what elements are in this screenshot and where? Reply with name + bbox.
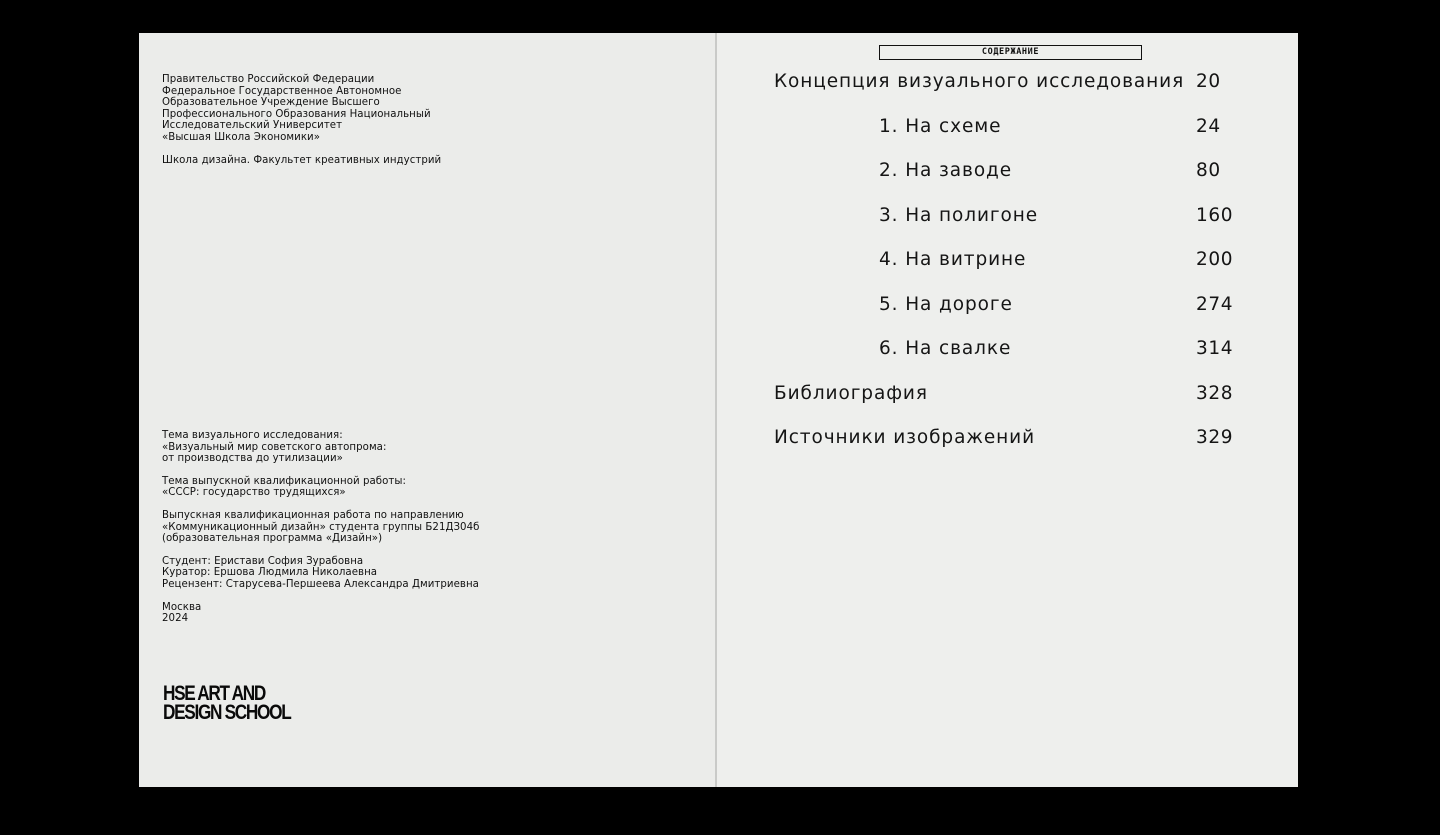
research-topic-line: «Визуальный мир советского автопрома: — [162, 441, 387, 453]
toc-page-number: 200 — [1196, 249, 1234, 270]
toc-page-number: 314 — [1196, 338, 1234, 359]
logo-line: DESIGN SCHOOL — [163, 701, 291, 724]
thesis-description-line: Выпускная квалификационная работа по направлению — [162, 509, 464, 521]
toc-page-number: 20 — [1196, 71, 1221, 92]
faculty-line: Школа дизайна. Факультет креативных индустрий — [162, 154, 442, 166]
contents-header: СОДЕРЖАНИЕ — [879, 45, 1142, 60]
hse-art-and-design-school-logo — [163, 684, 290, 722]
student-line: Студент: Еристави София Зурабовна — [162, 555, 364, 567]
institution-line: Образовательное Учреждение Высшего — [162, 97, 380, 109]
logo-line: HSE ART AND — [163, 682, 265, 705]
toc-item-chapter-6: 6. На свалке — [879, 338, 1012, 359]
thesis-info-block — [162, 430, 479, 625]
institution-line: Федеральное Государственное Автономное — [162, 85, 402, 97]
toc-page-number: 274 — [1196, 294, 1234, 315]
research-topic-line: Тема визуального исследования: — [162, 430, 343, 441]
toc-item-bibliography: Библиография — [774, 383, 928, 404]
thesis-topic-line: Тема выпускной квалификационной работы: — [162, 475, 406, 487]
curator-line: Куратор: Ершова Людмила Николаевна — [162, 567, 378, 579]
research-topic-line: от производства до утилизации» — [162, 453, 343, 465]
thesis-topic-line: «СССР: государство трудящихся» — [162, 487, 346, 499]
institution-block — [162, 74, 441, 166]
toc-item-chapter-4: 4. На витрине — [879, 249, 1027, 270]
toc-page-number: 24 — [1196, 116, 1221, 137]
toc-item-chapter-5: 5. На дороге — [879, 294, 1013, 315]
toc-item-chapter-3: 3. На полигоне — [879, 205, 1039, 226]
toc-item-chapter-1: 1. На схеме — [879, 116, 1002, 137]
right-page — [717, 33, 1298, 787]
toc-page-number: 329 — [1196, 427, 1234, 448]
toc-item-chapter-2: 2. На заводе — [879, 160, 1013, 181]
institution-line: Правительство Российской Федерации — [162, 74, 375, 85]
thesis-description-line: «Коммуникационный дизайн» студента группы Б21ДЗ04б — [162, 521, 480, 533]
left-page — [139, 33, 715, 787]
toc-page-number: 80 — [1196, 160, 1221, 181]
thesis-description-line: (образовательная программа «Дизайн») — [162, 533, 383, 545]
toc-page-number: 328 — [1196, 383, 1234, 404]
institution-line: Исследовательский Университет — [162, 120, 343, 132]
reviewer-line: Рецензент: Старусева-Першеева Александра Дмитриевна — [162, 578, 479, 590]
institution-line: «Высшая Школа Экономики» — [162, 131, 320, 143]
toc-page-number: 160 — [1196, 205, 1234, 226]
institution-line: Профессионального Образования Национальный — [162, 108, 431, 120]
book-spread — [139, 33, 1298, 787]
year-line: 2024 — [162, 613, 189, 625]
toc-item-concept: Концепция визуального исследования — [774, 71, 1185, 92]
city-line: Москва — [162, 601, 202, 613]
toc-item-image-sources: Источники изображений — [774, 427, 1035, 448]
